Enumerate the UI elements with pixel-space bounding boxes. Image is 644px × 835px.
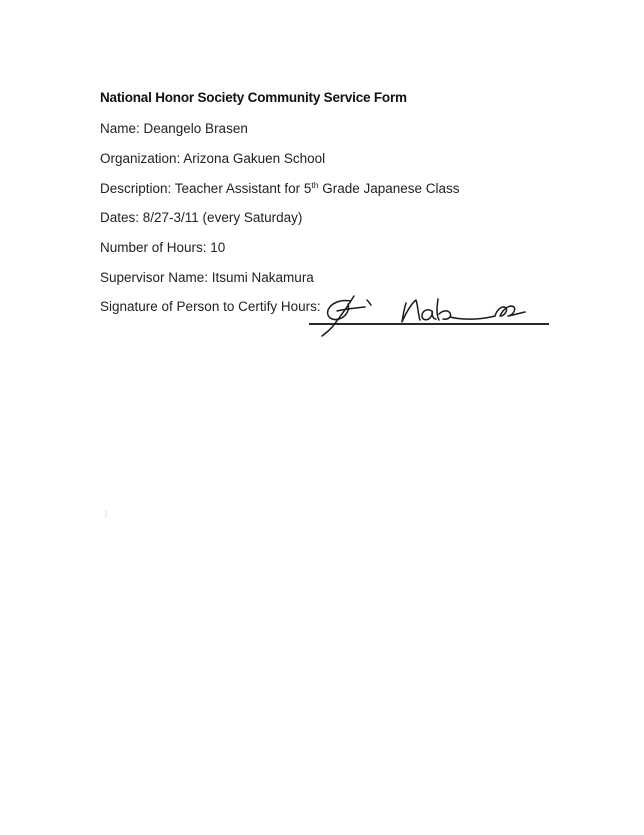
handwritten-signature	[312, 290, 527, 342]
field-description-ordinal-superscript: th	[311, 180, 319, 190]
field-dates: Dates: 8/27-3/11 (every Saturday)	[100, 210, 303, 226]
document-title: National Honor Society Community Service Form	[100, 89, 407, 105]
field-organization: Organization: Arizona Gakuen School	[100, 150, 326, 166]
faint-scan-artifact	[105, 510, 107, 518]
field-hours: Number of Hours: 10	[100, 239, 226, 255]
field-description-after: Grade Japanese Class	[318, 180, 460, 196]
field-description	[100, 182, 460, 196]
field-signature-label: Signature of Person to Certify Hours:	[100, 299, 321, 315]
field-description-before: Description: Teacher Assistant for 5	[100, 180, 312, 196]
field-supervisor: Supervisor Name: Itsumi Nakamura	[100, 269, 314, 285]
field-name: Name: Deangelo Brasen	[100, 121, 248, 137]
